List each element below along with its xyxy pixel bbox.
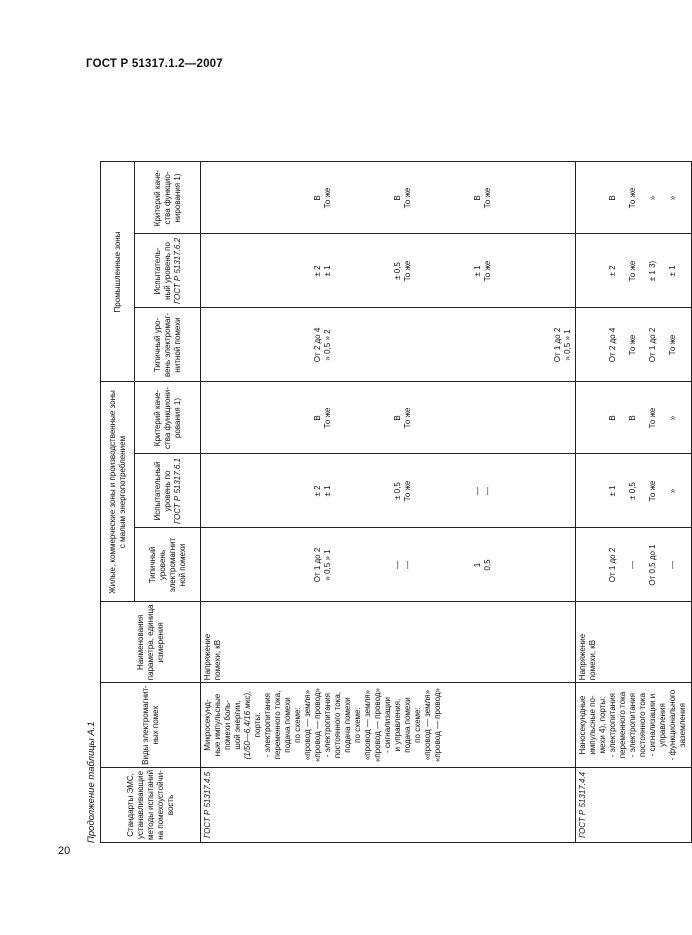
row-criterion-ind: В То же В То же В То же <box>201 162 576 234</box>
col-header-test-ind: Испытатель- ный уровень по ГОСТ Р 51317.6.2 <box>135 234 201 308</box>
row-criterion-res: В То же В То же <box>201 382 576 454</box>
col-header-parameter: Наименования параметра, единица измерения <box>101 602 201 683</box>
table-caption: Продолжение таблицы А.1 <box>86 721 97 843</box>
row-typical-res: От 1 до 2 — От 0,5 до 1 — <box>576 528 692 602</box>
col-header-criterion-ind: Критерий каче- ства функцио- нирования 1) <box>135 162 201 234</box>
row-test-ind: ± 2 То же ± 1 3) ± 1 <box>576 234 692 308</box>
row-typical-res: От 1 до 2 » 0,5 » 1 — — 1 0,5 <box>201 528 576 602</box>
row-test-ind: ± 2 ± 1 ± 0,5 То же ± 1 То же <box>201 234 576 308</box>
table-row <box>576 162 692 843</box>
row-interference: Наносекундные импульсные по- мехи 4), порты: - электропитания переменного тока - электропитания постоянного тока - сигнализации и управления - функционального заземления <box>576 683 692 768</box>
rotated-table-block <box>86 91 687 843</box>
col-header-standard: Стандарты ЭМС, устанавливающие методы испытаний на помехоустойчи- вость <box>101 767 201 842</box>
row-typical-ind: От 2 до 4 » 0,5 » 2 От 1 до 2 » 0,5 » 1 <box>201 308 576 382</box>
col-header-interference: Виды электромагнит- ных помех <box>101 683 201 768</box>
row-interference: Микросекунд- ные импульсные помехи боль- шой энергии, (1/50—6,4/16 мкс), порты: - электропитания переменного тока, подача помехи по схеме: «провод — земля» «провод — провод» - электропитания постоянного тока, подача помехи по схеме: «провод — земля» «провод — провод» - сигнализации и управления, подача помехи по схеме: «провод — земля» «провод — провод» <box>201 683 576 768</box>
row-standard: ГОСТ Р 51317.4.4 <box>576 767 692 842</box>
row-standard: ГОСТ Р 51317.4.5 <box>201 767 576 842</box>
row-typical-ind: От 2 до 4 То же От 1 до 2 То же <box>576 308 692 382</box>
page-number: 20 <box>58 845 71 857</box>
col-group-industrial: Промышленные зоны <box>101 162 135 382</box>
col-header-typical-ind: Типичный уро- вень электромаг- нитной помехи <box>135 308 201 382</box>
table-row <box>201 162 576 843</box>
col-header-criterion-res: Критерий каче- ства функциони- рования 1) <box>135 382 201 454</box>
col-group-residential: Жилые, коммерческие зоны и производственные зоны с малым энергопотреблением <box>101 382 135 602</box>
document-header: ГОСТ Р 51317.1.2—2007 <box>86 58 223 70</box>
row-parameter: Напряжение помехи, кВ <box>576 602 692 683</box>
col-header-test-res: Испытательный уровень по ГОСТ Р 51317.6.1 <box>135 454 201 528</box>
row-test-res: ± 1 ± 0,5 То же » <box>576 454 692 528</box>
data-table <box>100 161 692 843</box>
row-criterion-ind: В То же » » <box>576 162 692 234</box>
col-header-typical-res: Типичный уровень электромагнит ной помехи <box>135 528 201 602</box>
row-test-res: ± 2 ± 1 ± 0,5 То же — — <box>201 454 576 528</box>
row-parameter: Напряжение помехи, кВ <box>201 602 576 683</box>
row-criterion-res: В В То же » <box>576 382 692 454</box>
